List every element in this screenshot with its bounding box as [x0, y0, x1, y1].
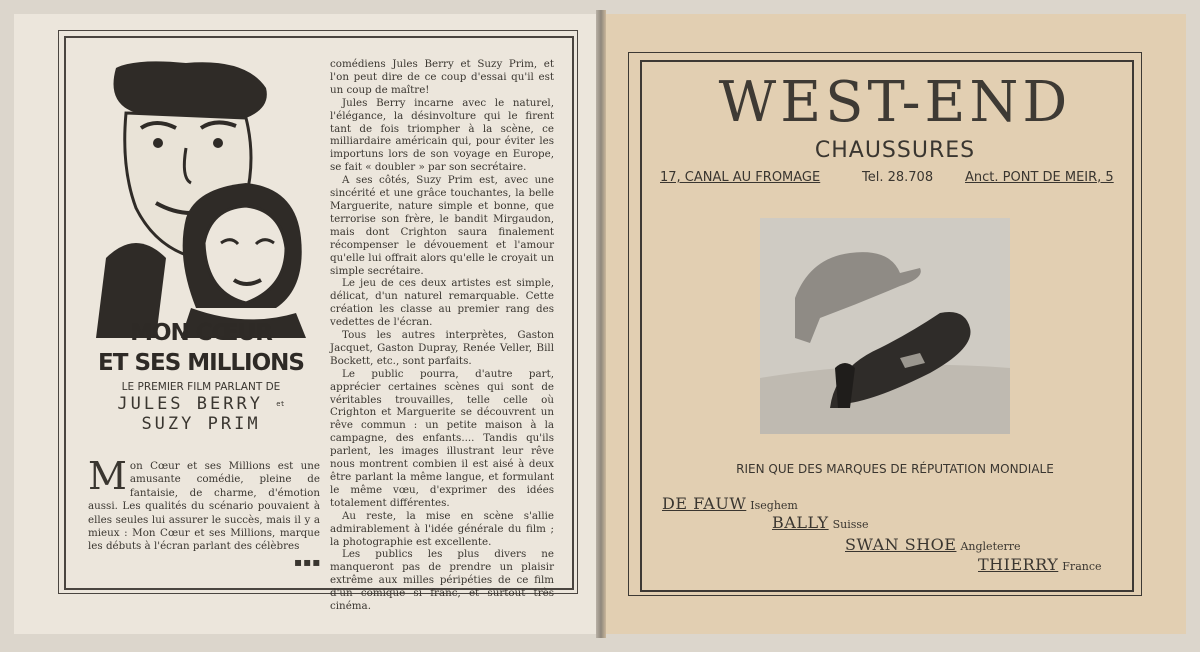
article-paragraph: Jules Berry incarne avec le naturel, l'élégance, la désinvolture qui le firent tant de fois triompher à la scène, ce milliardaire américain qui, pour éviter les importuns lors de son voyage en Europe, se fait « doubler » par son secrétaire.: [330, 96, 554, 174]
shop-address: 17, CANAL AU FROMAGE: [660, 170, 821, 185]
actor-2: SUZY PRIM: [141, 414, 261, 434]
film-poster-illustration: [96, 58, 306, 338]
article-paragraph: A ses côtés, Suzy Prim est, avec une sincérité et une grâce touchantes, la belle Marguerite, nature simple et bonne, que terrorise son frère, le bandit Mirgaudon, mais dont Crighton saura finalement récompenser le dévouement et l'amour qu'elle lui offrait alors qu'elle le croyait un simple secrétaire.: [330, 174, 554, 277]
intro-paragraph: [88, 454, 320, 554]
brand-name: SWAN SHOE: [845, 535, 957, 554]
article-paragraph: Le public pourra, d'autre part, apprécier certaines scènes qui sont de véritables trouvailles, telle celle où Crighton et Marguerite se découvrent un rêve commun : un petite maison à la campagne, des enfants.... Tandis qu'ils parlent, les images illustrant leur rêve nous montrent combien il est aisé à deux être parlant la même langue, et formulant le même vœu, d'exprimer des idées totalement différentes.: [330, 367, 554, 509]
actor-1: JULES BERRY: [117, 394, 263, 414]
film-title-block: [86, 318, 316, 434]
drop-cap: M: [88, 454, 127, 498]
film-subtitle: LE PREMIER FILM PARLANT DE: [121, 381, 281, 393]
brand-entry: [772, 513, 869, 532]
article-paragraph: Tous les autres interprètes, Gaston Jacquet, Gaston Dupray, Renée Veller, Bill Bockett, etc., sont parfaits.: [330, 329, 554, 367]
brand-origin: Iseghem: [750, 499, 798, 512]
brand-name: THIERRY: [978, 555, 1059, 574]
brand-origin: France: [1062, 560, 1102, 573]
shop-phone: Tel. 28.708: [862, 170, 934, 185]
brand-entry: [662, 494, 798, 513]
article-column: [330, 58, 554, 613]
brand-tagline: RIEN QUE DES MARQUES DE RÉPUTATION MONDIALE: [736, 462, 1054, 476]
article-paragraph: Les publics les plus divers ne manqueront pas de prendre un plaisir extrême aux milles péripéties de ce film d'un comique si franc, et surtout très cinéma.: [330, 548, 554, 613]
intro-text: on Cœur et ses Millions est une amusante comédie, pleine de fantaisie, de charme, d'émotion aussi. Les qualités du scénario pouvaient à elles seules lui assurer le succès, mais il y a mieux : Mon Cœur et ses Millions, marque les débuts à l'écran parlant des célèbres: [88, 460, 320, 553]
brand-origin: Suisse: [832, 518, 869, 531]
brand-origin: Angleterre: [960, 540, 1021, 553]
film-title-line2: ET SES MILLIONS: [98, 350, 304, 376]
article-paragraph: Au reste, la mise en scène s'allie admirablement à l'idée générale du film ; la photographie est excellente.: [330, 509, 554, 548]
article-paragraph: Le jeu de ces deux artistes est simple, délicat, d'un naturel remarquable. Cette création les classe au premier rang des vedettes de l'écran.: [330, 277, 554, 329]
brand-entry: [978, 555, 1102, 574]
actor-join: et: [276, 400, 285, 408]
shop-old-address: Anct. PONT DE MEIR, 5: [965, 170, 1114, 185]
actor-line: [86, 394, 316, 414]
film-title-line1: MON CŒUR: [130, 320, 272, 346]
brand-name: DE FAUW: [662, 494, 747, 513]
article-paragraph: comédiens Jules Berry et Suzy Prim, et l'on peut dire de ce coup d'essai qu'il est un coup de maître!: [330, 58, 554, 96]
end-mark: ▪▪▪: [294, 555, 322, 569]
brand-name: BALLY: [772, 513, 829, 532]
shoes-photo: [760, 218, 1010, 434]
brand-category: CHAUSSURES: [814, 138, 976, 163]
brand-entry: [845, 535, 1021, 554]
brand-title: WEST-END: [718, 70, 1072, 135]
book-spine: [596, 10, 606, 638]
